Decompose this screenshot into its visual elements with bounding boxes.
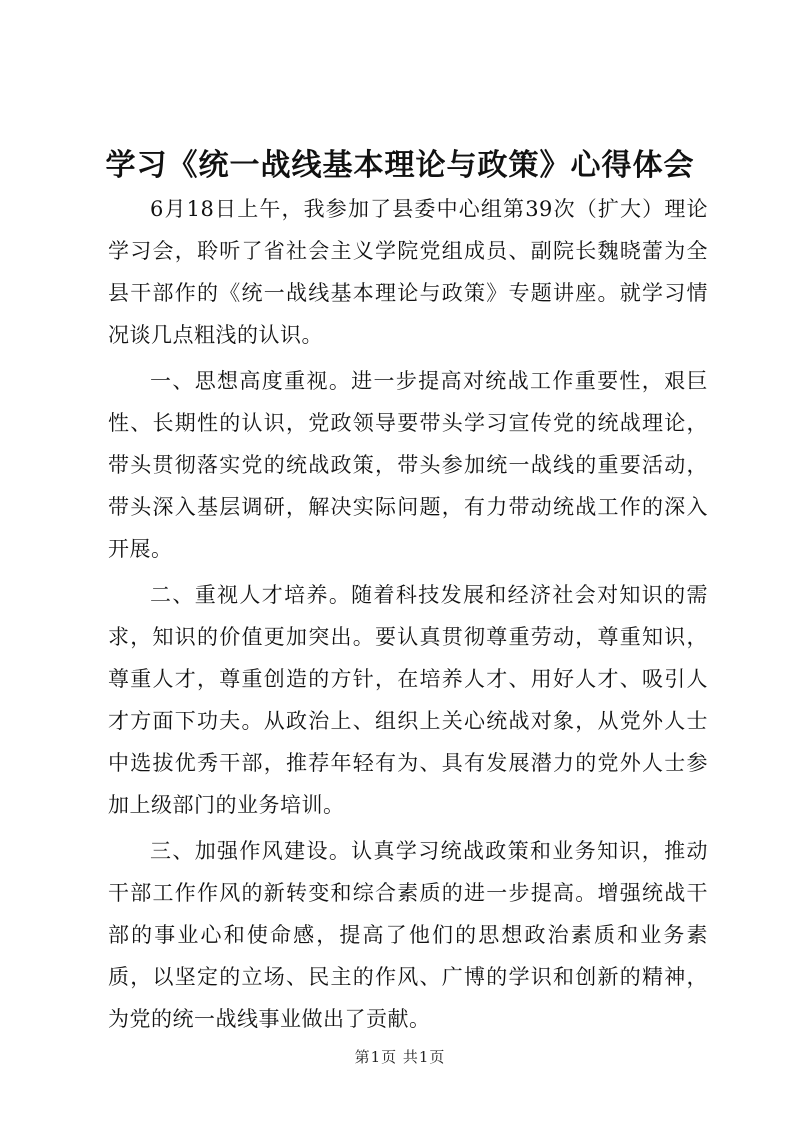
paragraph-point-two: 二、重视人才培养。随着科技发展和经济社会对知识的需求，知识的价值更加突出。要认真贯彻尊重劳动，尊重知识，尊重人才，尊重创造的方针，在培养人才、用好人才、吸引人才方面下功夫。从政治上、组织上关心统战对象，从党外人士中选拔优秀干部，推荐年轻有为、具有发展潜力的党外人士参加上级部门的业务培训。 (108, 583, 708, 817)
paragraph-intro: 6月18日上午，我参加了县委中心组第39次（扩大）理论学习会，聆听了省社会主义学院党组成员、副院长魏晓蕾为全县干部作的《统一战线基本理论与政策》专题讲座。就学习情况谈几点粗浅的认识。 (108, 197, 708, 347)
paragraph-point-three: 三、加强作风建设。认真学习统战政策和业务知识，推动干部工作作风的新转变和综合素质的进一步提高。增强统战干部的事业心和使命感，提高了他们的思想政治素质和业务素质，以坚定的立场、民主的作风、广博的学识和创新的精神，为党的统一战线事业做出了贡献。 (108, 839, 708, 1031)
document-title: 学习《统一战线基本理论与政策》心得体会 (105, 148, 695, 183)
page-number-footer: 第1页 共1页 (354, 1048, 446, 1066)
paragraph-point-one: 一、思想高度重视。进一步提高对统战工作重要性，艰巨性、长期性的认识，党政领导要带头学习宣传党的统战理论，带头贯彻落实党的统战政策，带头参加统一战线的重要活动，带头深入基层调研，解决实际问题，有力带动统战工作的深入开展。 (108, 369, 708, 561)
document-body (108, 188, 708, 1044)
